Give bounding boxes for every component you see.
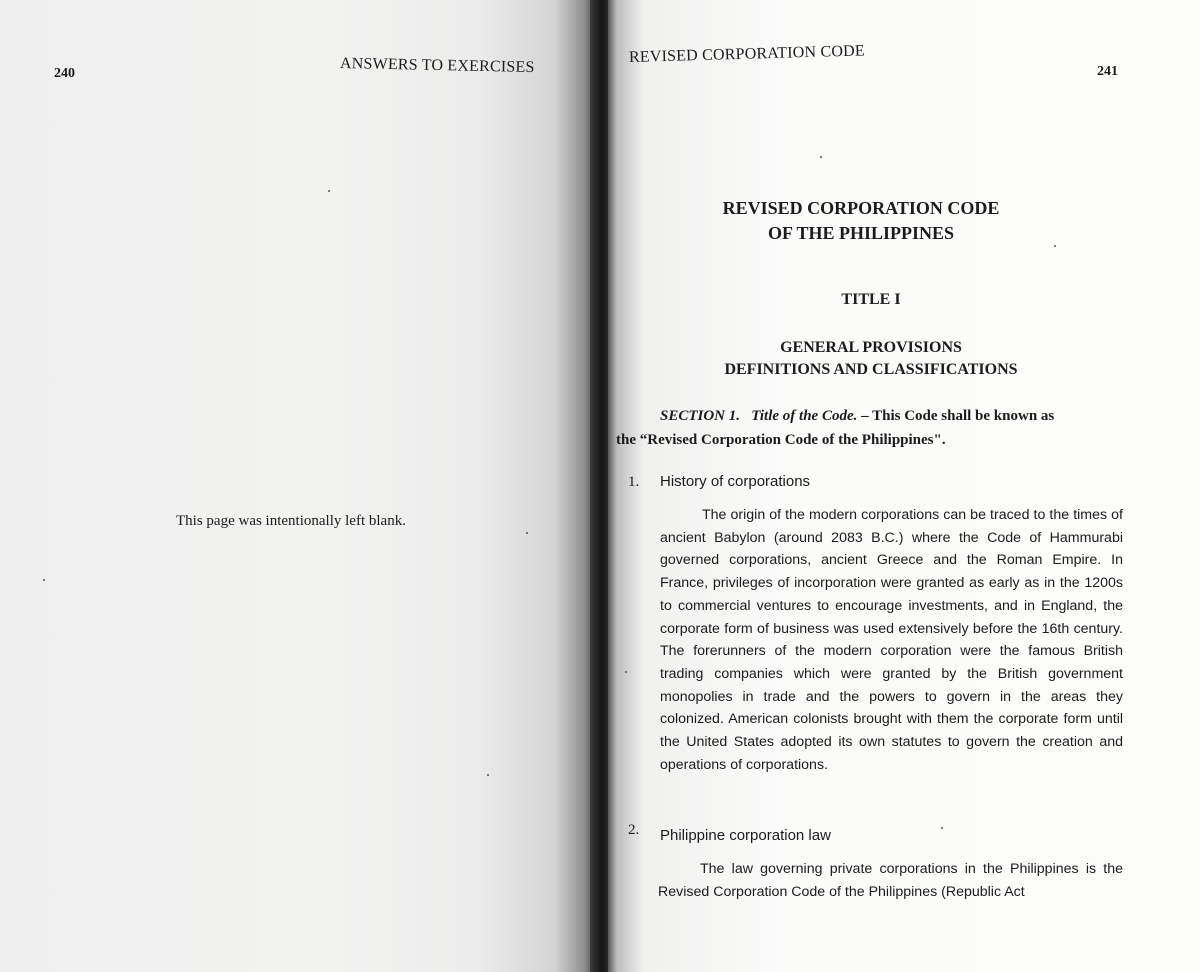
division-heading-line2: DEFINITIONS AND CLASSIFICATIONS (724, 361, 1018, 378)
paper-speck (328, 190, 330, 192)
item-paragraph: The law governing private corporations in the Philippines is the Revised Corporation Code of the Philippines (Republic Act (658, 861, 1123, 900)
item-heading: History of corporations (660, 473, 811, 490)
left-page (0, 0, 596, 972)
title-division: TITLE I (841, 291, 901, 308)
paper-speck (1054, 245, 1056, 247)
division-heading (608, 337, 1134, 381)
paper-speck (820, 156, 822, 158)
paper-speck (487, 774, 489, 776)
page-number-right: 241 (1097, 64, 1118, 79)
paper-speck (625, 671, 627, 673)
running-head-right: REVISED CORPORATION CODE (628, 42, 866, 66)
section-text-line1: – This Code shall be known as (861, 408, 1055, 424)
item-heading: Philippine corporation law (660, 827, 831, 844)
running-head-left: ANSWERS TO EXERCISES (339, 55, 535, 77)
code-title-line2: OF THE PHILIPPINES (767, 223, 955, 243)
item-number: 1. (628, 474, 640, 490)
paper-speck (43, 579, 45, 581)
paper-speck (526, 532, 528, 534)
section-1-paragraph (616, 404, 1124, 452)
paper-speck (941, 827, 943, 829)
code-title (598, 196, 1124, 246)
code-title-line1: REVISED CORPORATION CODE (722, 198, 1000, 218)
blank-page-note: This page was intentionally left blank. (176, 513, 406, 529)
division-heading-line1: GENERAL PROVISIONS (780, 339, 962, 356)
page-number-left: 240 (54, 66, 75, 81)
section-text-line2: the “Revised Corporation Code of the Philippines". (616, 432, 946, 448)
right-page (608, 0, 1200, 972)
section-number: SECTION 1. (660, 408, 741, 424)
section-title: Title of the Code. (751, 408, 858, 424)
item-paragraph: The origin of the modern corporations can be traced to the times of ancient Babylon (around 2083 B.C.) where the Code of Hammurabi governed corporations, ancient Greece and the Roman Empire. In France, privileges of incorporation were granted as early as in the 1200s to commercial ventures to encourage investments, and in England, the corporate form of business was used extensively before the 16th century. The forerunners of the modern corporation were the famous British trading companies which were granted by the British government monopolies in trade and the powers to govern in the areas they colonized. American colonists brought with them the corporate form until the United States adopted its own statutes to govern the creation and operations of corporations. (660, 507, 1123, 773)
item-number: 2. (628, 822, 640, 838)
